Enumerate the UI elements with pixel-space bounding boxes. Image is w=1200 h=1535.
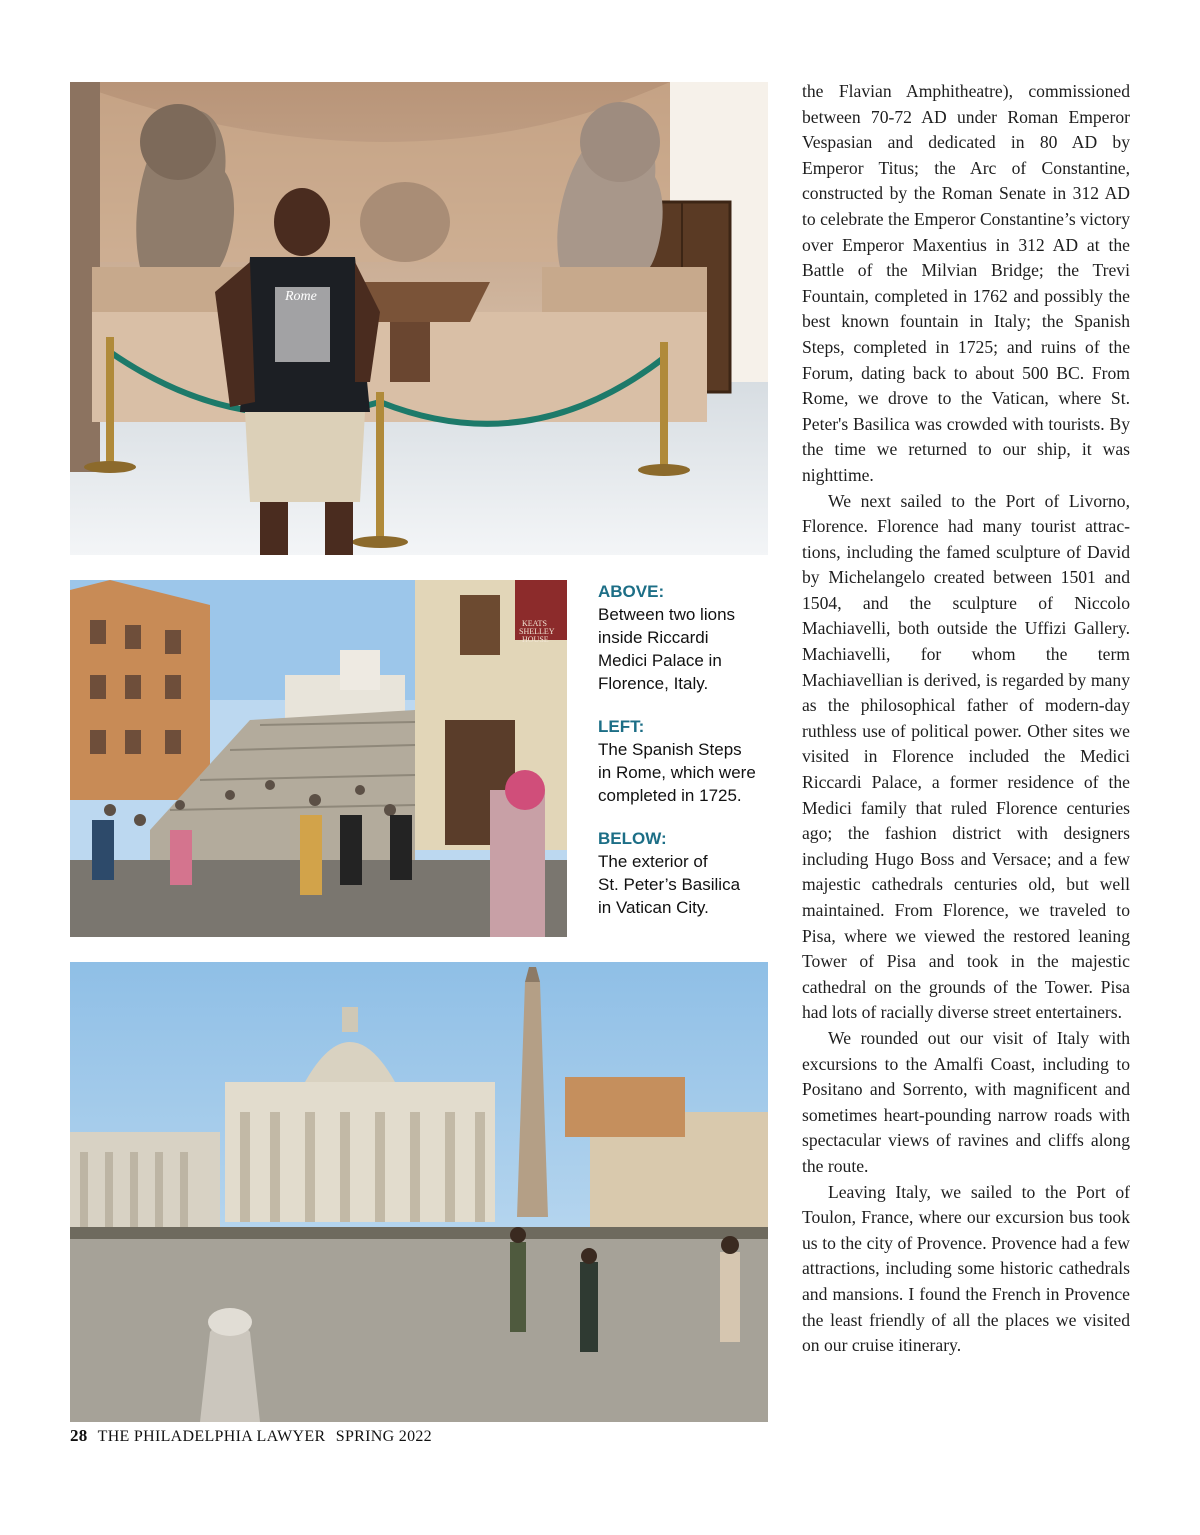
caption-heading: ABOVE:: [598, 582, 665, 601]
photo-lions-palace: [70, 82, 768, 555]
issue-label: SPRING 2022: [335, 1428, 432, 1445]
caption-line: Florence, Italy.: [598, 674, 709, 693]
caption-line: Medici Palace in: [598, 651, 722, 670]
sign-line-1: KEATS: [522, 619, 547, 628]
caption-line: in Rome, which were: [598, 763, 756, 782]
photo-spanish-steps: [70, 580, 567, 937]
caption-line: St. Peter’s Basilica: [598, 875, 741, 894]
shirt-text: Rome: [285, 289, 317, 304]
publication-name: THE PHILADELPHIA LAWYER: [97, 1428, 326, 1445]
sign-line-2: SHELLEY: [519, 627, 555, 636]
caption-above: [598, 581, 778, 695]
caption-body: [598, 603, 778, 695]
caption-heading: LEFT:: [598, 717, 645, 736]
caption-below: [598, 828, 778, 919]
caption-body: [598, 738, 778, 807]
article-paragraph: We next sailed to the Port of Livorno, Florence. Florence had many tourist attractions, including the famed sculpture of David by Michelangelo created between 1501 and 1504, and the sculpture of Niccolo Machiavelli, both outside the Uffizi Gallery. Machiavelli, for whom the term Machiavellian is derived, is regarded by many as the philosophical father of modern-day ruthless use of political power. Other sites we visited in Florence included the Medici Riccardi Palace, a former residence of the Medici family that ruled Florence centuries ago; the fashion district with designers including Hugo Boss and Versace; and a few majestic cathedrals centuries old, but well maintained. From Florence, we traveled to Pisa, where we viewed the restored leaning Tower of Pisa and took in the majestic cathedral on the grounds of the Tower. Pisa had lots of racially diverse street entertainers.: [802, 490, 1130, 1023]
page-footer: [70, 1426, 432, 1446]
caption-body: [598, 850, 778, 919]
article-column: [802, 79, 1130, 1359]
caption-line: Between two lions: [598, 605, 736, 624]
caption-heading: BELOW:: [598, 829, 667, 848]
article-paragraph: We rounded out our visit of Italy with excursions to the Amalfi Coast, including to Positano and Sorrento, with magnificent and sometimes heart-pounding narrow roads with spectacular views of ravines and cliffs along the route.: [802, 1027, 1130, 1176]
photo-st-peters-basilica: [70, 962, 768, 1422]
caption-line: The Spanish Steps: [598, 740, 742, 759]
page-number: 28: [70, 1426, 88, 1445]
sign-line-3: HOUSE: [522, 635, 549, 644]
caption-line: in Vatican City.: [598, 898, 709, 917]
article-paragraph: the Flavian Amphitheatre), commissioned between 70-72 AD under Roman Emperor Vespasian and dedicated in 80 AD by Emperor Titus; the Arc of Constantine, constructed by the Roman Senate in 312 AD to celebrate the Emperor Constantine’s victory over Emperor Maxentius in 312 AD at the Battle of the Milvian Bridge; the Trevi Fountain, completed in 1762 and possibly the best known fountain in Italy; the Spanish Steps, completed in 1725; and ruins of the Forum, dating back to about 500 BC. From Rome, we drove to the Vatican, where St. Peter's Basilica was crowded with tourists. By the time we returned to our ship, it was nighttime.: [802, 81, 1130, 485]
caption-line: inside Riccardi: [598, 628, 709, 647]
caption-line: The exterior of: [598, 852, 708, 871]
caption-line: completed in 1725.: [598, 786, 742, 805]
photo-captions: [598, 581, 778, 940]
article-paragraph: Leaving Italy, we sailed to the Port of Toulon, France, where our excursion bus took us to the city of Provence. Provence had a few attractions, including some historic cathedrals and mansions. I found the French in Provence the least friendly of all the places we visited on our cruise itinerary.: [802, 1181, 1130, 1356]
caption-left: [598, 716, 778, 807]
